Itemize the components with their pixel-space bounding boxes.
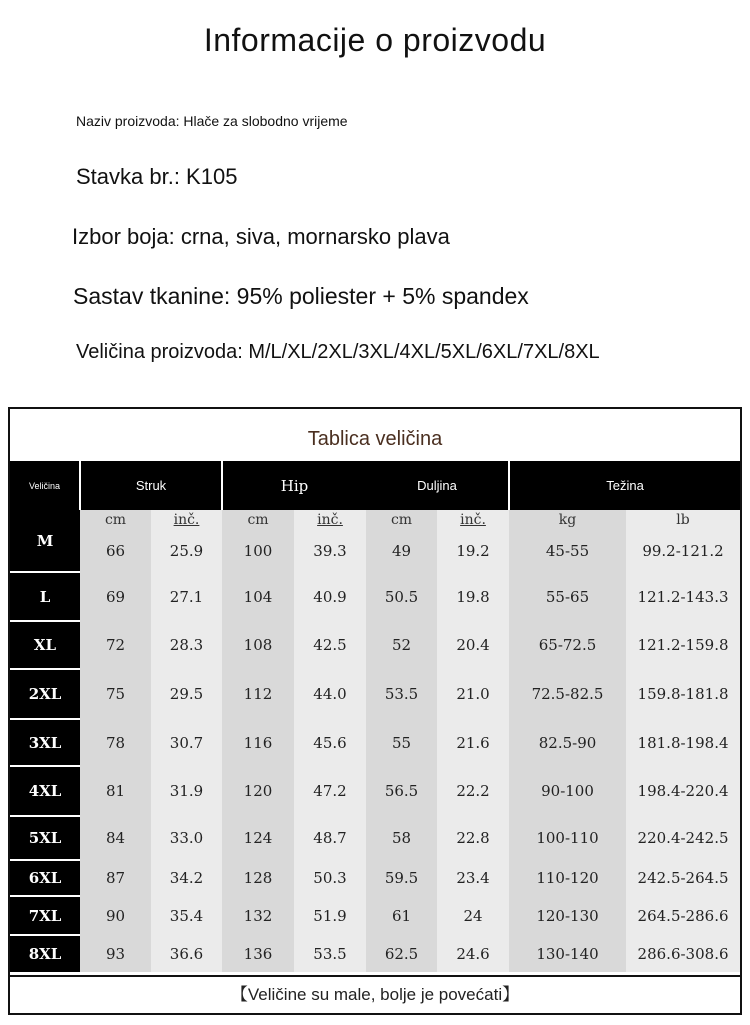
size-label: M	[10, 510, 80, 572]
unit-label: cm	[366, 510, 437, 530]
weight-lb-cell: 286.6-308.6	[626, 935, 740, 972]
waist-in-cell: 28.3	[151, 621, 222, 669]
weight-kg-cell: 65-72.5	[509, 621, 626, 669]
length-in-cell: 24	[437, 896, 509, 935]
unit-label: inč.	[151, 510, 222, 530]
hip-cm-cell: 120	[222, 766, 294, 816]
size-table-title: Tablica veličina	[307, 428, 443, 450]
header-hip: Hip	[222, 461, 366, 510]
waist-in-cell: 33.0	[151, 816, 222, 860]
length-in-cell: 24.6	[437, 935, 509, 972]
weight-kg-cell: 130-140	[509, 935, 626, 972]
hip-cm-cell: 104	[222, 572, 294, 621]
weight-kg-cell: 120-130	[509, 896, 626, 935]
waist-in-cell: 29.5	[151, 669, 222, 719]
weight-lb-cell: 242.5-264.5	[626, 860, 740, 896]
size-label: XL	[10, 621, 80, 669]
hip-cm-cell: 108	[222, 621, 294, 669]
hip-cm-cell: 132	[222, 896, 294, 935]
waist-cm-cell: 66	[80, 530, 151, 572]
size-label: 4XL	[10, 766, 80, 816]
waist-cm-cell: 78	[80, 719, 151, 766]
hip-cm-cell: 128	[222, 860, 294, 896]
hip-cm-cell: 112	[222, 669, 294, 719]
size-grid	[10, 461, 740, 972]
color-options: Izbor boja: crna, siva, mornarsko plava	[72, 224, 450, 249]
length-in-cell: 23.4	[437, 860, 509, 896]
table-row	[10, 530, 740, 572]
size-label: L	[10, 572, 80, 621]
length-cm-cell: 53.5	[366, 669, 437, 719]
weight-kg-cell: 45-55	[509, 530, 626, 572]
length-cm-cell: 49	[366, 530, 437, 572]
table-row	[10, 669, 740, 719]
waist-cm-cell: 72	[80, 621, 151, 669]
weight-lb-cell: 181.8-198.4	[626, 719, 740, 766]
fabric-composition: Sastav tkanine: 95% poliester + 5% spandex	[73, 283, 529, 309]
hip-in-cell: 51.9	[294, 896, 366, 935]
header-row	[10, 461, 740, 510]
hip-in-cell: 53.5	[294, 935, 366, 972]
weight-kg-cell: 82.5-90	[509, 719, 626, 766]
table-row	[10, 719, 740, 766]
length-in-cell: 22.8	[437, 816, 509, 860]
length-in-cell: 20.4	[437, 621, 509, 669]
size-label: 3XL	[10, 719, 80, 766]
hip-cm-cell: 136	[222, 935, 294, 972]
unit-label: inč.	[294, 510, 366, 530]
waist-in-cell: 27.1	[151, 572, 222, 621]
table-row	[10, 860, 740, 896]
waist-cm-cell: 90	[80, 896, 151, 935]
hip-cm-cell: 116	[222, 719, 294, 766]
size-label: 6XL	[10, 860, 80, 896]
table-row	[10, 766, 740, 816]
waist-in-cell: 36.6	[151, 935, 222, 972]
header-waist: Struk	[80, 461, 222, 510]
table-row	[10, 896, 740, 935]
weight-lb-cell: 159.8-181.8	[626, 669, 740, 719]
unit-label: kg	[509, 510, 626, 530]
waist-cm-cell: 93	[80, 935, 151, 972]
weight-lb-cell: 264.5-286.6	[626, 896, 740, 935]
weight-kg-cell: 72.5-82.5	[509, 669, 626, 719]
hip-in-cell: 44.0	[294, 669, 366, 719]
length-in-cell: 19.2	[437, 530, 509, 572]
size-label: 5XL	[10, 816, 80, 860]
weight-lb-cell: 220.4-242.5	[626, 816, 740, 860]
weight-kg-cell: 110-120	[509, 860, 626, 896]
hip-cm-cell: 124	[222, 816, 294, 860]
hip-in-cell: 42.5	[294, 621, 366, 669]
waist-in-cell: 30.7	[151, 719, 222, 766]
waist-cm-cell: 81	[80, 766, 151, 816]
waist-cm-cell: 75	[80, 669, 151, 719]
length-cm-cell: 61	[366, 896, 437, 935]
unit-label: cm	[222, 510, 294, 530]
page-title: Informacije o proizvodu	[203, 22, 547, 58]
waist-cm-cell: 87	[80, 860, 151, 896]
weight-lb-cell: 198.4-220.4	[626, 766, 740, 816]
waist-cm-cell: 69	[80, 572, 151, 621]
length-cm-cell: 55	[366, 719, 437, 766]
unit-row	[10, 510, 740, 530]
product-sizes: Veličina proizvoda: M/L/XL/2XL/3XL/4XL/5XL/6XL/7XL/8XL	[76, 341, 600, 363]
size-label: 7XL	[10, 896, 80, 935]
table-row	[10, 621, 740, 669]
product-name: Naziv proizvoda: Hlače za slobodno vrijeme	[76, 113, 348, 129]
weight-kg-cell: 90-100	[509, 766, 626, 816]
header-weight: Težina	[509, 461, 740, 510]
size-note: 【Veličine su male, bolje je povećati】	[10, 975, 740, 1013]
weight-lb-cell: 121.2-143.3	[626, 572, 740, 621]
length-cm-cell: 50.5	[366, 572, 437, 621]
hip-in-cell: 39.3	[294, 530, 366, 572]
header-length: Duljina	[366, 461, 509, 510]
length-cm-cell: 58	[366, 816, 437, 860]
length-in-cell: 19.8	[437, 572, 509, 621]
length-cm-cell: 59.5	[366, 860, 437, 896]
length-cm-cell: 56.5	[366, 766, 437, 816]
hip-in-cell: 48.7	[294, 816, 366, 860]
unit-label: cm	[80, 510, 151, 530]
waist-in-cell: 31.9	[151, 766, 222, 816]
length-cm-cell: 52	[366, 621, 437, 669]
hip-in-cell: 50.3	[294, 860, 366, 896]
hip-in-cell: 47.2	[294, 766, 366, 816]
size-label: 2XL	[10, 669, 80, 719]
table-row	[10, 816, 740, 860]
waist-in-cell: 35.4	[151, 896, 222, 935]
size-table	[8, 407, 742, 1015]
hip-in-cell: 45.6	[294, 719, 366, 766]
waist-cm-cell: 84	[80, 816, 151, 860]
unit-label: lb	[626, 510, 740, 530]
header-size: Veličina	[10, 461, 80, 510]
hip-in-cell: 40.9	[294, 572, 366, 621]
waist-in-cell: 25.9	[151, 530, 222, 572]
length-cm-cell: 62.5	[366, 935, 437, 972]
length-in-cell: 22.2	[437, 766, 509, 816]
unit-label: inč.	[437, 510, 509, 530]
item-number: Stavka br.: K105	[76, 164, 238, 189]
weight-lb-cell: 99.2-121.2	[626, 530, 740, 572]
waist-in-cell: 34.2	[151, 860, 222, 896]
length-in-cell: 21.6	[437, 719, 509, 766]
weight-kg-cell: 55-65	[509, 572, 626, 621]
weight-kg-cell: 100-110	[509, 816, 626, 860]
weight-lb-cell: 121.2-159.8	[626, 621, 740, 669]
length-in-cell: 21.0	[437, 669, 509, 719]
table-row	[10, 572, 740, 621]
size-label: 8XL	[10, 935, 80, 972]
table-row	[10, 935, 740, 972]
hip-cm-cell: 100	[222, 530, 294, 572]
